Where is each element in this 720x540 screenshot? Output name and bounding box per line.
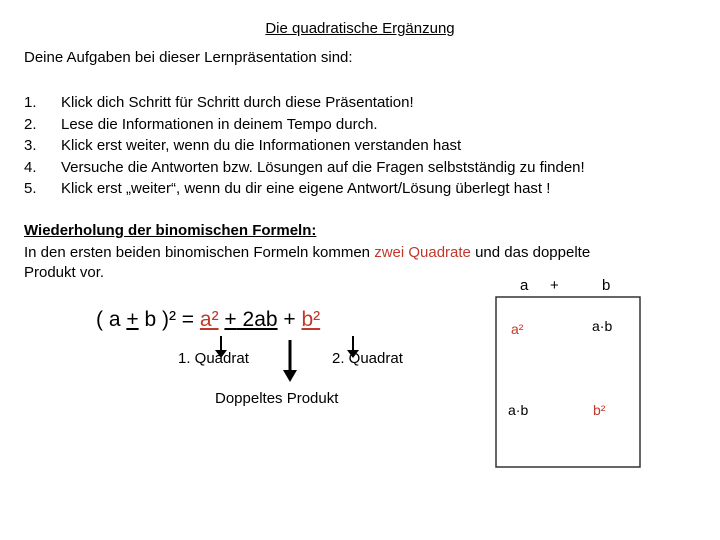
task-text: Versuche die Antworten bzw. Lösungen auf die Fragen selbstständig zu finden! <box>61 158 585 176</box>
formula-plus-minus-2: + <box>224 308 237 331</box>
formula-b-squared-red: b² <box>301 308 321 331</box>
intro-text: Deine Aufgaben bei dieser Lernpräsentation sind: <box>24 49 353 66</box>
review-line-2: Produkt vor. <box>24 264 105 281</box>
task-text: Klick erst weiter, wenn du die Informationen verstanden hast <box>61 137 462 154</box>
formula-a-squared: a² <box>199 308 219 331</box>
label-second-square: 2. Quadrat <box>332 350 403 367</box>
grid-col-a: a <box>520 277 529 294</box>
task-text: Lese die Informationen in deinem Tempo durch. <box>61 115 378 133</box>
review-text-pre: In den ersten beiden binomischen Formeln kommen <box>24 244 375 261</box>
task-text: Klick dich Schritt für Schritt durch diese Präsentation! <box>61 94 414 111</box>
grid-col-b: b <box>602 277 611 294</box>
formula-b-squared: b )² = <box>138 308 200 331</box>
cell-a-squared: a² <box>511 321 524 337</box>
review-text-post: und das doppelte <box>470 244 591 261</box>
label-double-product: Doppeltes Produkt <box>215 390 339 407</box>
page-title: Die quadratische Ergänzung <box>265 20 455 37</box>
cell-b-squared: b² <box>593 402 606 418</box>
task-number: 3. <box>24 137 37 154</box>
task-text: Klick erst „weiter“, wenn du dir eine eigene Antwort/Lösung überlegt hast ! <box>61 180 551 197</box>
cell-ab-top: a·b <box>592 318 613 334</box>
formula-plus: + <box>277 308 302 331</box>
formula-open: ( a <box>96 308 127 331</box>
review-text-highlight: zwei Quadrate <box>374 244 471 261</box>
formula-2ab: 2ab <box>236 308 278 331</box>
task-number: 4. <box>24 158 37 176</box>
review-heading: Wiederholung der binomischen Formeln: <box>24 222 317 239</box>
cell-ab-bottom: a·b <box>508 402 529 418</box>
task-number: 2. <box>24 115 37 133</box>
task-number: 1. <box>24 94 37 111</box>
task-number: 5. <box>24 180 37 197</box>
arrowhead-double-product <box>283 370 297 382</box>
grid-plus: + <box>550 277 559 294</box>
label-first-square: 1. Quadrat <box>178 350 249 367</box>
formula-plus-minus-1: + <box>126 308 139 331</box>
